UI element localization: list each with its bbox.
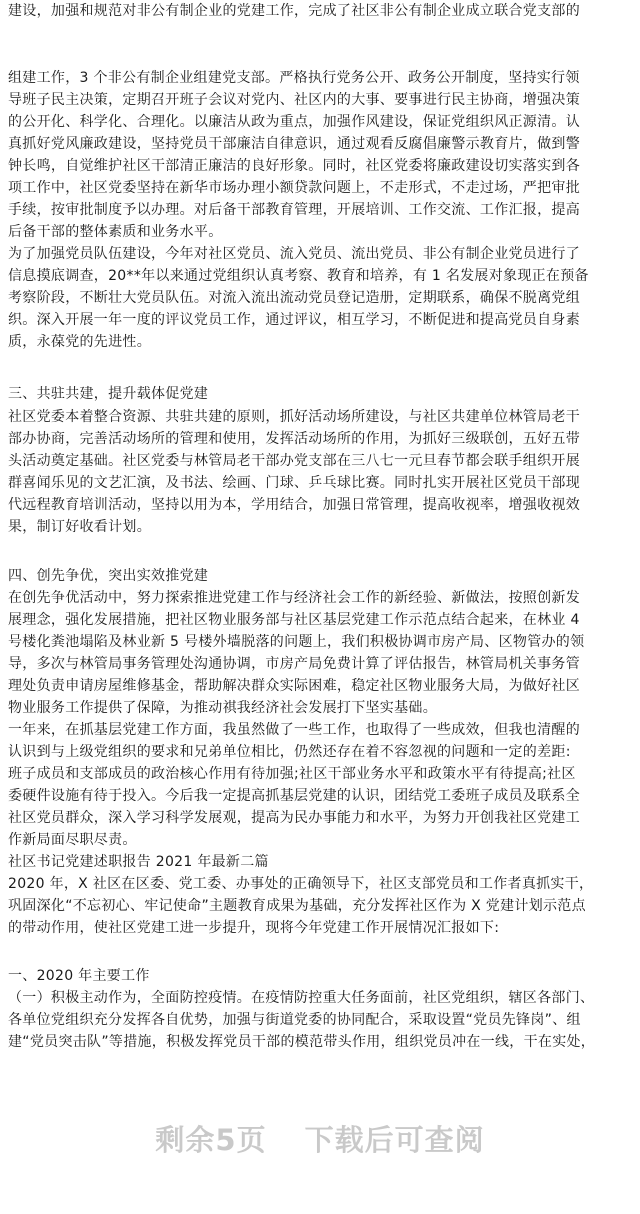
text-line: 导班子民主决策，定期召开班子会议对党内、社区内的大事、要事进行民主协商，增强决策 <box>8 92 580 108</box>
article-title: 社区书记党建述职报告 2021 年最新二篇 <box>8 854 269 870</box>
section-heading: 四、创先争优，突出实效推党建 <box>8 568 209 584</box>
text-line: 组建工作，3 个非公有制企业组建党支部。严格执行党务公开、政务公开制度，坚持实行领 <box>8 70 580 86</box>
text-line: 建“党员突击队”等措施，积极发挥党员干部的模范带头作用，组织党员冲在一线，干在实处， <box>8 1034 596 1050</box>
text-line: 在创先争优活动中，努力探索推进党建工作与经济社会工作的新经验、新做法，按照创新发 <box>8 590 580 606</box>
text-line: 班子成员和支部成员的政治核心作用有待加强;社区干部业务水平和政策水平有待提高;社区 <box>8 766 576 782</box>
text-line: 织。深入开展一年一度的评议党员工作，通过评议，相互学习，不断促进和提高党员自身素 <box>8 312 580 328</box>
text-line: 认识到与上级党组织的要求和兄弟单位相比，仍然还存在着不容忽视的问题和一定的差距: <box>8 744 571 760</box>
text-line: 头活动奠定基础。社区党委与林管局老干部办党支部在三八七一元旦春节都会联手组织开展 <box>8 453 580 469</box>
text-line: 手续，按审批制度予以办理。对后备干部教育管理，开展培训、工作交流、工作汇报，提高 <box>8 202 580 218</box>
text-line: 作新局面尽职尽责。 <box>8 832 137 848</box>
text-line: 展理念，强化发展措施，把社区物业服务部与社区基层党建工作示范点结合起来，在林业 4 <box>8 612 580 628</box>
text-line: 部办协商，完善活动场所的管理和使用，发挥活动场所的作用，为抓好三级联创，五好五带 <box>8 431 580 447</box>
text-line: 各单位党组织充分发挥各自优势，加强与街道党委的协同配合，采取设置“党员先锋岗”、组 <box>8 1012 581 1028</box>
section-heading: 三、共驻共建，提升载体促党建 <box>8 386 209 402</box>
download-to-read-more-button[interactable] <box>0 1118 640 1159</box>
text-line: 一年来，在抓基层党建工作方面，我虽然做了一些工作，也取得了一些成效，但我也清醒的 <box>8 722 580 738</box>
text-line: 的公开化、科学化、合理化。以廉洁从政为重点，加强作风建设，保证党组织风正源清。认 <box>8 114 580 130</box>
text-line: 质，永葆党的先进性。 <box>8 334 151 350</box>
text-line: 委硬件设施有待于投入。今后我一定提高抓基层党建的认识，团结党工委班子成员及联系全 <box>8 788 580 804</box>
text-line: 考察阶段，不断壮大党员队伍。对流入流出流动党员登记造册，定期联系，确保不脱离党组 <box>8 290 580 306</box>
text-line: （一）积极主动作为，全面防控疫情。在疫情防控重大任务面前，社区党组织，辖区各部门、 <box>8 990 595 1006</box>
text-line: 物业服务工作提供了保障，为推动祺我经济社会发展打下坚实基础。 <box>8 700 437 716</box>
text-line: 果，制订好收看计划。 <box>8 519 151 535</box>
text-line: 信息摸底调查，20**年以来通过党组织认真考察、教育和培养，有 1 名发展对象现正在预备 <box>8 268 589 284</box>
text-line: 号楼化粪池塌陷及林业新 5 号楼外墙脱落的问题上，我们积极协调市房产局、区物管办的领 <box>8 634 585 650</box>
text-line: 2020 年，X 社区在区委、党工委、办事处的正确领导下，社区支部党员和工作者真抓实干， <box>8 876 594 892</box>
text-line: 导，多次与林管局事务管理处沟通协调，市房产局免费计算了评估报告，林管局机关事务管 <box>8 656 580 672</box>
text-line: 为了加强党员队伍建设，今年对社区党员、流入党员、流出党员、非公有制企业党员进行了 <box>8 246 580 262</box>
text-line: 的带动作用，使社区党建工进一步提升，现将今年党建工作开展情况汇报如下: <box>8 920 500 936</box>
text-line: 真抓好党风廉政建设，坚持党员干部廉洁自律意识，通过观看反腐倡廉警示教育片，做到警 <box>8 136 580 152</box>
remaining-pages-label: 剩余5页 <box>155 1123 267 1157</box>
text-line: 社区党员群众，深入学习科学发展观，提高为民办事能力和水平，为努力开创我社区党建工 <box>8 810 580 826</box>
download-prompt-label: 下载后可查阅 <box>304 1123 485 1157</box>
section-heading: 一、2020 年主要工作 <box>8 968 150 984</box>
text-line: 代远程教育培训活动，坚持以用为本，学用结合，加强日常管理，提高收视率，增强收视效 <box>8 497 580 513</box>
text-line: 理处负责申请房屋维修基金，帮助解决群众实际困难，稳定社区物业服务大局，为做好社区 <box>8 678 580 694</box>
text-line: 钟长鸣，自觉维护社区干部清正廉洁的良好形象。同时，社区党委将廉政建设切实落实到各 <box>8 158 580 174</box>
text-line: 群喜闻乐见的文艺汇演，及书法、绘画、门球、乒乓球比赛。同时扎实开展社区党员干部现 <box>8 475 580 491</box>
text-line: 社区党委本着整合资源、共驻共建的原则，抓好活动场所建设，与社区共建单位林管局老干 <box>8 409 580 425</box>
text-line: 建设，加强和规范对非公有制企业的党建工作，完成了社区非公有制企业成立联合党支部的 <box>8 3 580 19</box>
text-line: 项工作中，社区党委坚持在新华市场办理小额贷款问题上，不走形式，不走过场，严把审批 <box>8 180 580 196</box>
text-line: 后备干部的整体素质和业务水平。 <box>8 224 223 240</box>
text-line: 巩固深化“不忘初心、牢记使命”主题教育成果为基础，充分发挥社区作为 X 党建计划示范点 <box>8 898 586 914</box>
